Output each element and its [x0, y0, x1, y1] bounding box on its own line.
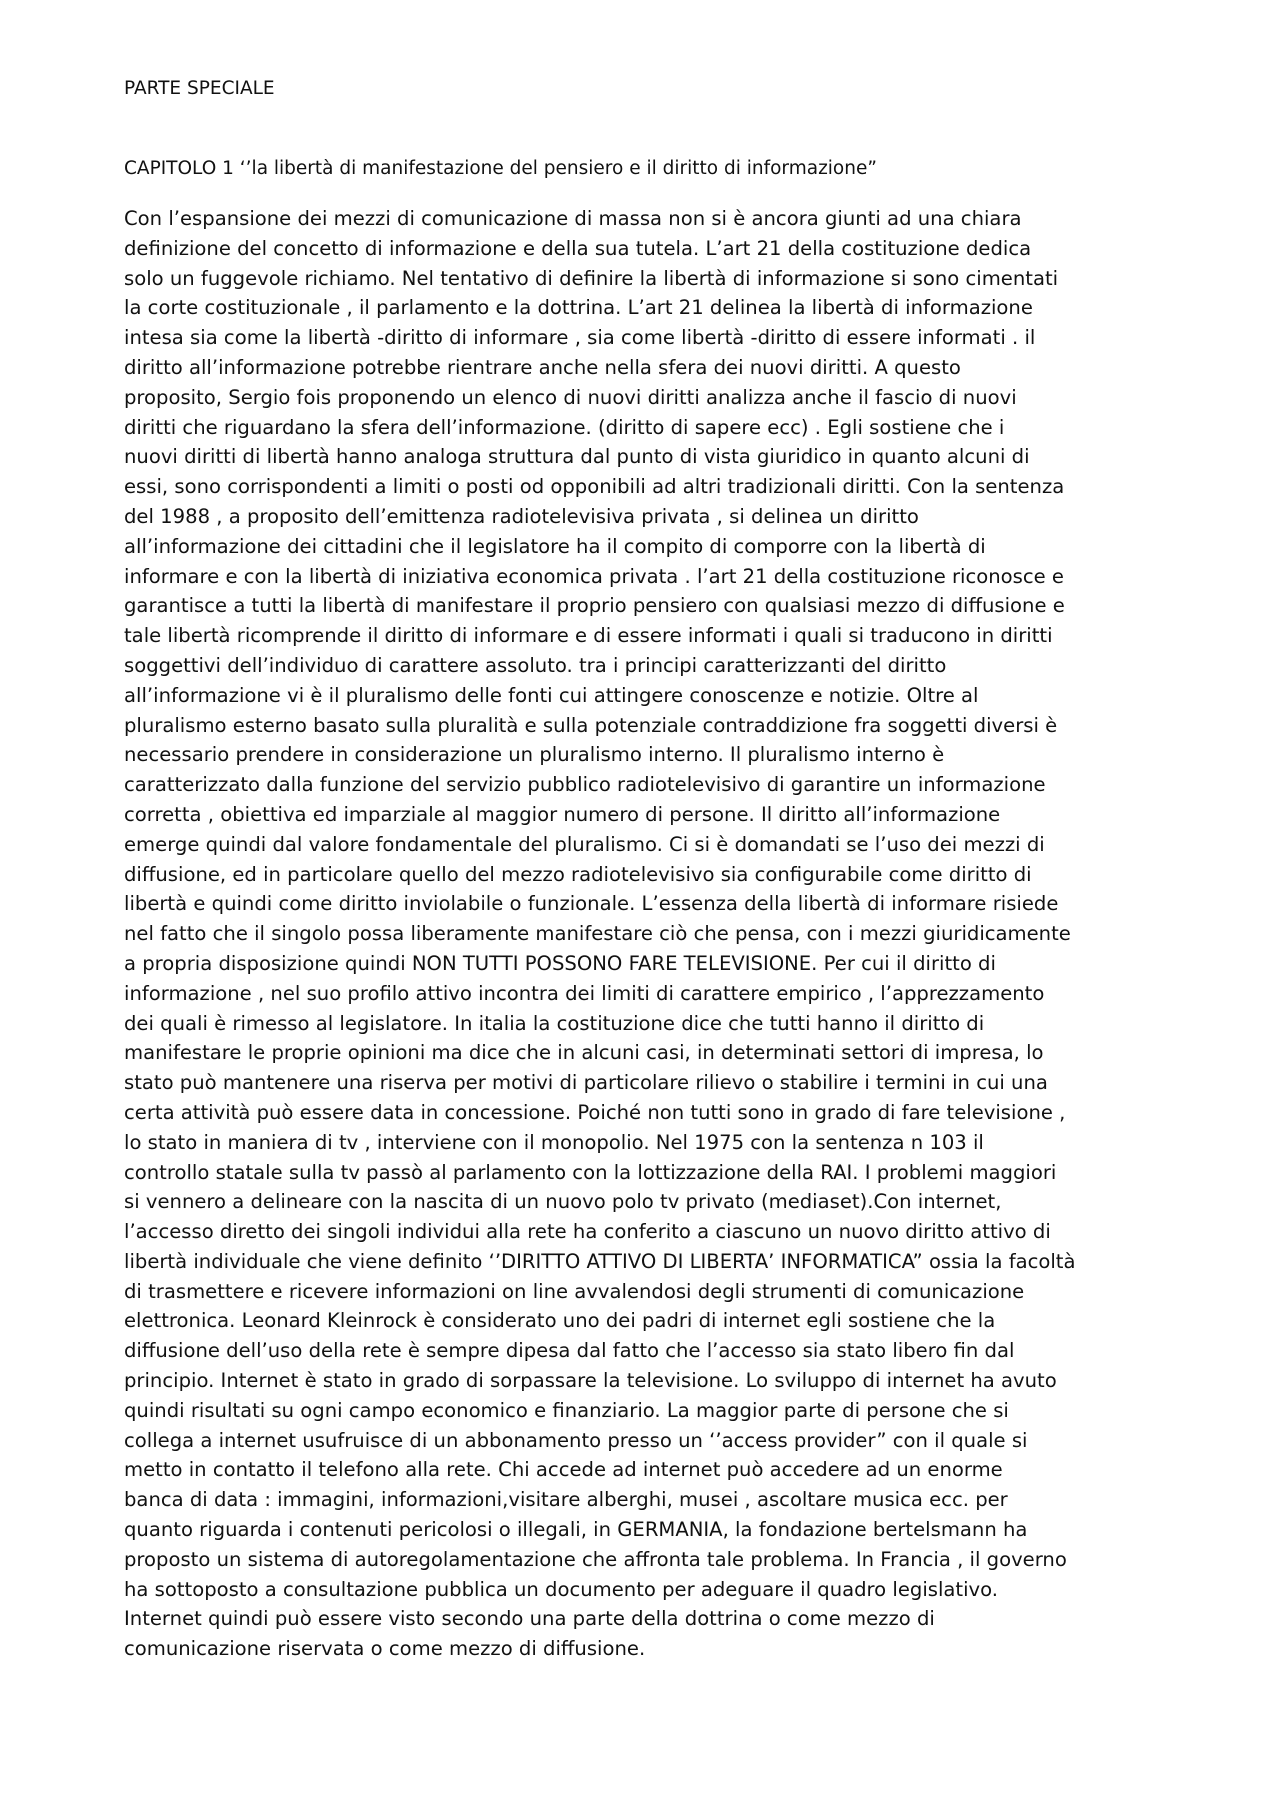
body-line: intesa sia come la libertà -diritto di informare , sia come libertà -diritto di essere informati . il: [124, 326, 1036, 350]
body-line: principio. Internet è stato in grado di sorpassare la televisione. Lo sviluppo di internet ha avuto: [124, 1369, 1057, 1393]
body-line: quanto riguarda i contenuti pericolosi o illegali, in GERMANIA, la fondazione bertelsmann ha: [124, 1518, 1028, 1542]
body-line: l’accesso diretto dei singoli individui alla rete ha conferito a ciascuno un nuovo diritto attivo di: [124, 1220, 1051, 1244]
body-line: banca di data : immagini, informazioni,visitare alberghi, musei , ascoltare musica ecc. per: [124, 1488, 1008, 1512]
body-line: di trasmettere e ricevere informazioni on line avvalendosi degli strumenti di comunicazione: [124, 1279, 1025, 1303]
body-line: diffusione, ed in particolare quello del mezzo radiotelevisivo sia configurabile come diritto di: [124, 862, 1032, 886]
body-line: elettronica. Leonard Kleinrock è considerato uno dei padri di internet egli sostiene che la: [124, 1309, 996, 1333]
body-line: Internet quindi può essere visto secondo una parte della dottrina o come mezzo di: [124, 1607, 935, 1631]
body-line: libertà e quindi come diritto inviolabile o funzionale. L’essenza della libertà di informare risiede: [124, 892, 1059, 916]
body-line: tale libertà ricomprende il diritto di informare e di essere informati i quali si traducono in diritti: [124, 624, 1053, 648]
body-line: a propria disposizione quindi NON TUTTI POSSONO FARE TELEVISIONE. Per cui il diritto di: [124, 951, 996, 975]
body-line: la corte costituzionale , il parlamento e la dottrina. L’art 21 delinea la libertà di informazione: [124, 296, 1033, 320]
body-line: del 1988 , a proposito dell’emittenza radiotelevisiva privata , si delinea un diritto: [124, 504, 919, 528]
body-line: informazione , nel suo profilo attivo incontra dei limiti di carattere empirico , l’apprezzamento: [124, 981, 1045, 1005]
body-line: corretta , obiettiva ed imparziale al maggior numero di persone. Il diritto all’informazione: [124, 802, 1001, 826]
body-line: essi, sono corrispondenti a limiti o posti od opponibili ad altri tradizionali diritti. Con la sentenza: [124, 475, 1065, 499]
body-line: comunicazione riservata o come mezzo di diffusione.: [124, 1637, 646, 1661]
body-line: informare e con la libertà di iniziativa economica privata . l’art 21 della costituzione riconosce e: [124, 564, 1064, 588]
body-line: metto in contatto il telefono alla rete. Chi accede ad internet può accedere ad un enorme: [124, 1458, 1003, 1482]
body-line: dei quali è rimesso al legislatore. In italia la costituzione dice che tutti hanno il diritto di: [124, 1011, 985, 1035]
body-line: controllo statale sulla tv passò al parlamento con la lottizzazione della RAI. I problemi maggiori: [124, 1160, 1057, 1184]
body-line: proposto un sistema di autoregolamentazione che affronta tale problema. In Francia , il governo: [124, 1547, 1067, 1571]
chapter-title: CAPITOLO 1 ‘’la libertà di manifestazione del pensiero e il diritto di informazione”: [124, 158, 877, 179]
body-line: pluralismo esterno basato sulla pluralità e sulla potenziale contraddizione fra soggetti diversi è: [124, 713, 1058, 737]
body-paragraph: [124, 204, 1174, 1664]
body-line: necessario prendere in considerazione un pluralismo interno. Il pluralismo interno è: [124, 743, 945, 767]
body-line: proposito, Sergio fois proponendo un elenco di nuovi diritti analizza anche il fascio di nuovi: [124, 385, 1017, 409]
body-line: Con l’espansione dei mezzi di comunicazione di massa non si è ancora giunti ad una chiara: [124, 207, 1022, 230]
body-line: solo un fuggevole richiamo. Nel tentativo di definire la libertà di informazione si sono cimentati: [124, 266, 1059, 290]
body-line: diritti che riguardano la sfera dell’informazione. (diritto di sapere ecc) . Egli sostiene che i: [124, 415, 1005, 439]
body-line: lo stato in maniera di tv , interviene con il monopolio. Nel 1975 con la sentenza n 103 il: [124, 1130, 984, 1154]
body-line: caratterizzato dalla funzione del servizio pubblico radiotelevisivo di garantire un informazione: [124, 773, 1046, 797]
part-title: PARTE SPECIALE: [124, 78, 275, 99]
body-line: all’informazione vi è il pluralismo delle fonti cui attingere conoscenze e notizie. Oltre al: [124, 683, 979, 707]
document-page: [124, 74, 1174, 1664]
body-line: libertà individuale che viene definito ‘’DIRITTO ATTIVO DI LIBERTA’ INFORMATICA” ossia la facoltà: [124, 1249, 1076, 1273]
body-line: nel fatto che il singolo possa liberamente manifestare ciò che pensa, con i mezzi giuridicamente: [124, 922, 1071, 946]
body-line: diffusione dell’uso della rete è sempre dipesa dal fatto che l’accesso sia stato libero fin dal: [124, 1339, 1015, 1363]
body-line: diritto all’informazione potrebbe rientrare anche nella sfera dei nuovi diritti. A questo: [124, 355, 961, 379]
body-line: quindi risultati su ogni campo economico e finanziario. La maggior parte di persone che si: [124, 1398, 1009, 1422]
body-line: certa attività può essere data in concessione. Poiché non tutti sono in grado di fare televisione ,: [124, 1100, 1066, 1124]
body-line: stato può mantenere una riserva per motivi di particolare rilievo o stabilire i termini in cui una: [124, 1071, 1048, 1095]
body-line: collega a internet usufruisce di un abbonamento presso un ‘’access provider” con il quale si: [124, 1428, 1028, 1452]
body-line: all’informazione dei cittadini che il legislatore ha il compito di comporre con la libertà di: [124, 534, 986, 558]
body-line: emerge quindi dal valore fondamentale del pluralismo. Ci si è domandati se l’uso dei mezzi di: [124, 832, 1045, 856]
body-line: soggettivi dell’individuo di carattere assoluto. tra i principi caratterizzanti del diritto: [124, 653, 947, 677]
body-line: garantisce a tutti la libertà di manifestare il proprio pensiero con qualsiasi mezzo di diffusione e: [124, 594, 1065, 618]
body-line: nuovi diritti di libertà hanno analoga struttura dal punto di vista giuridico in quanto alcuni di: [124, 445, 1030, 469]
body-line: si vennero a delineare con la nascita di un nuovo polo tv privato (mediaset).Con internet,: [124, 1190, 1002, 1214]
body-line: definizione del concetto di informazione e della sua tutela. L’art 21 della costituzione dedica: [124, 236, 1032, 260]
body-line: ha sottoposto a consultazione pubblica un documento per adeguare il quadro legislativo.: [124, 1577, 999, 1601]
body-line: manifestare le proprie opinioni ma dice che in alcuni casi, in determinati settori di impresa, lo: [124, 1041, 1044, 1065]
